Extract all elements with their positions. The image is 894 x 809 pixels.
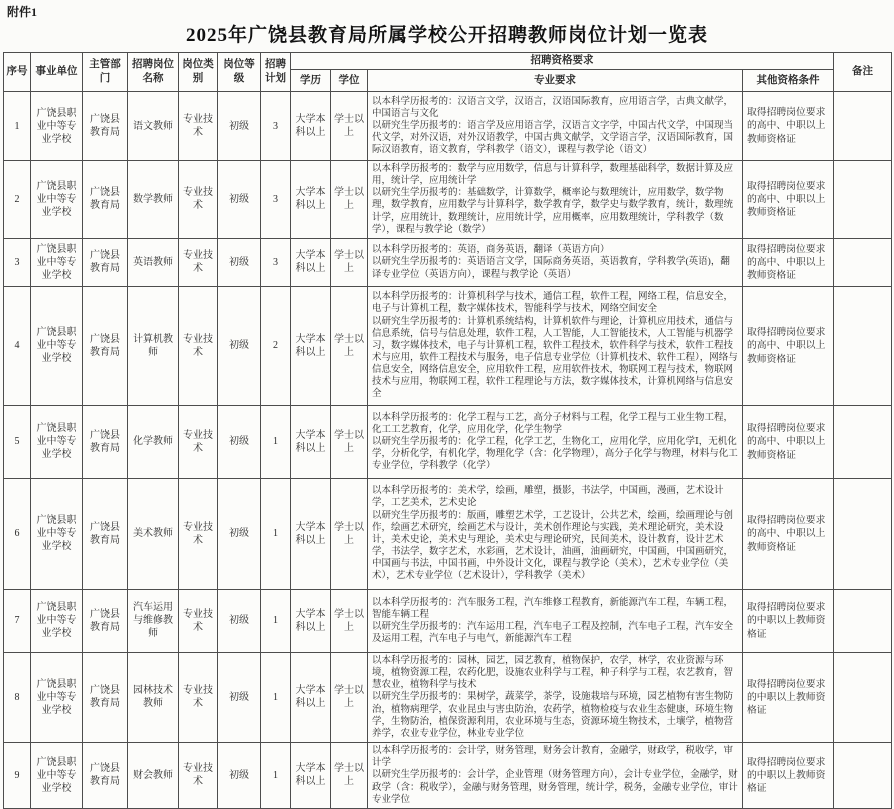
cell-education: 大学本科以上: [291, 589, 331, 652]
cell-no: 9: [4, 743, 31, 809]
cell-other-qualifications: 取得招聘岗位要求的高中、中职以上教师资格证: [743, 161, 834, 239]
cell-remark: [834, 238, 892, 286]
page-title: 2025年广饶县教育局所属学校公开招聘教师岗位计划一览表: [185, 25, 708, 46]
cell-plan: 1: [261, 743, 291, 809]
cell-other-qualifications: 取得招聘岗位要求的高中、中职以上教师资格证: [743, 405, 834, 478]
header-remark: 备注: [834, 53, 892, 92]
cell-no: 2: [4, 161, 31, 239]
cell-education: 大学本科以上: [291, 92, 331, 161]
header-education: 学历: [291, 70, 331, 92]
cell-no: 1: [4, 92, 31, 161]
cell-other-qualifications: 取得招聘岗位要求的中职以上教师资格证: [743, 589, 834, 652]
major-requirement-line: 以本科学历报考的：英语，商务英语，翻译（英语方向）: [372, 245, 610, 256]
header-category: 岗位类别: [179, 53, 218, 92]
cell-dept: 广饶县教育局: [83, 743, 128, 809]
table-row: [4, 589, 892, 652]
cell-remark: [834, 478, 892, 589]
header-plan: 招聘计划: [261, 53, 291, 92]
cell-degree: 学士以上: [331, 589, 368, 652]
table-row: [4, 286, 892, 405]
header-dept: 主管部门: [83, 53, 128, 92]
table-row: [4, 652, 892, 742]
cell-unit: 广饶县职业中等专业学校: [31, 286, 83, 405]
cell-position: 化学教师: [128, 405, 179, 478]
cell-remark: [834, 405, 892, 478]
cell-plan: 1: [261, 652, 291, 742]
cell-education: 大学本科以上: [291, 286, 331, 405]
cell-level: 初级: [218, 589, 261, 652]
cell-plan: 1: [261, 478, 291, 589]
major-requirement-line: 以本科学历报考的：汽车服务工程，汽车维修工程教育，新能源汽车工程，车辆工程，智能车辆工程: [372, 597, 734, 620]
cell-degree: 学士以上: [331, 652, 368, 742]
cell-education: 大学本科以上: [291, 238, 331, 286]
cell-remark: [834, 286, 892, 405]
header-qualification-group: 招聘资格要求: [291, 53, 834, 70]
major-requirement-line: 以研究生学历报考的：计算机系统结构，计算机软件与理论，计算机应用技术，通信与信息系统，信号与信息处理，软件工程，人工智能，人工智能技术，人工智能与机器学习，数字媒体技术，电子与计算机工程，软件工程技术，软件科学与技术，软件工程技术与应用，软件工程技术与服务，电子信息专业学位（计算机技术、软件工程），网络与信息安全，网络信息安全，应用软件工程，应用软件技术，物联网工程与技术，物联网技术与应用，物联网工程，软件工程理论与方法，数字媒体技术，计算机网络与信息安全: [372, 316, 738, 400]
cell-degree: 学士以上: [331, 161, 368, 239]
cell-category: 专业技术: [179, 478, 218, 589]
header-level: 岗位等级: [218, 53, 261, 92]
cell-remark: [834, 743, 892, 809]
cell-level: 初级: [218, 405, 261, 478]
cell-major-requirements: [368, 743, 743, 809]
major-requirement-line: 以本科学历报考的：园林，园艺，园艺教育，植物保护，农学，林学，农业资源与环境，植物资源工程，农药化肥，设施农业科学与工程，种子科学与工程，农艺教育，智慧农业，植物科学与技术: [372, 655, 734, 691]
major-requirement-line: 以本科学历报考的：会计学，财务管理，财务会计教育，金融学，财政学，税收学，审计学: [372, 746, 734, 769]
cell-no: 7: [4, 589, 31, 652]
cell-category: 专业技术: [179, 405, 218, 478]
cell-category: 专业技术: [179, 238, 218, 286]
cell-other-qualifications: 取得招聘岗位要求的高中、中职以上教师资格证: [743, 92, 834, 161]
major-requirement-line: 以本科学历报考的：汉语言文学，汉语言，汉语国际教育，应用语言学，古典文献学，中国语言与文化: [372, 96, 734, 119]
cell-category: 专业技术: [179, 161, 218, 239]
major-requirement-line: 以本科学历报考的：计算机科学与技术，通信工程，软件工程，网络工程，信息安全，电子与计算机工程，数字媒体技术，智能科学与技术，网络空间安全: [372, 292, 734, 315]
cell-unit: 广饶县职业中等专业学校: [31, 652, 83, 742]
cell-dept: 广饶县教育局: [83, 478, 128, 589]
cell-dept: 广饶县教育局: [83, 405, 128, 478]
cell-category: 专业技术: [179, 589, 218, 652]
cell-unit: 广饶县职业中等专业学校: [31, 92, 83, 161]
table-row: [4, 238, 892, 286]
cell-dept: 广饶县教育局: [83, 652, 128, 742]
cell-dept: 广饶县教育局: [83, 286, 128, 405]
cell-education: 大学本科以上: [291, 405, 331, 478]
header-other: 其他资格条件: [743, 70, 834, 92]
cell-no: 3: [4, 238, 31, 286]
cell-degree: 学士以上: [331, 743, 368, 809]
cell-category: 专业技术: [179, 743, 218, 809]
cell-level: 初级: [218, 92, 261, 161]
cell-remark: [834, 92, 892, 161]
cell-position: 美术教师: [128, 478, 179, 589]
cell-education: 大学本科以上: [291, 478, 331, 589]
cell-category: 专业技术: [179, 92, 218, 161]
major-requirement-line: 以研究生学历报考的：果树学，蔬菜学，茶学，设施栽培与环境，园艺植物有害生物防治，植物病理学，农业昆虫与害虫防治，农药学，植物检疫与农业生态健康，环境生物学，生物防治，植保资源利用，农业环境与生态，资源环境生物技术，土壤学，植物营养学，农业专业学位，林业专业学位: [372, 692, 734, 739]
cell-plan: 3: [261, 161, 291, 239]
cell-no: 6: [4, 478, 31, 589]
header-no: 序号: [4, 53, 31, 92]
cell-major-requirements: [368, 589, 743, 652]
cell-unit: 广饶县职业中等专业学校: [31, 238, 83, 286]
cell-remark: [834, 652, 892, 742]
cell-plan: 1: [261, 589, 291, 652]
cell-level: 初级: [218, 238, 261, 286]
cell-remark: [834, 161, 892, 239]
cell-position: 数学教师: [128, 161, 179, 239]
cell-category: 专业技术: [179, 286, 218, 405]
cell-major-requirements: [368, 238, 743, 286]
table-row: [4, 743, 892, 809]
recruitment-table: [3, 52, 892, 809]
cell-degree: 学士以上: [331, 238, 368, 286]
cell-degree: 学士以上: [331, 405, 368, 478]
cell-dept: 广饶县教育局: [83, 161, 128, 239]
cell-dept: 广饶县教育局: [83, 589, 128, 652]
header-major: 专业要求: [368, 70, 743, 92]
cell-education: 大学本科以上: [291, 743, 331, 809]
cell-other-qualifications: 取得招聘岗位要求的高中、中职以上教师资格证: [743, 286, 834, 405]
cell-plan: 2: [261, 286, 291, 405]
header-degree: 学位: [331, 70, 368, 92]
table-body: [4, 92, 892, 809]
cell-dept: 广饶县教育局: [83, 238, 128, 286]
cell-unit: 广饶县职业中等专业学校: [31, 405, 83, 478]
cell-plan: 3: [261, 92, 291, 161]
table-header: [4, 53, 892, 92]
cell-other-qualifications: 取得招聘岗位要求的中职以上教师资格证: [743, 652, 834, 742]
cell-unit: 广饶县职业中等专业学校: [31, 478, 83, 589]
cell-other-qualifications: 取得招聘岗位要求的高中、中职以上教师资格证: [743, 238, 834, 286]
cell-degree: 学士以上: [331, 92, 368, 161]
major-requirement-line: 以本科学历报考的：美术学，绘画，雕塑，摄影，书法学，中国画，漫画，艺术设计学，工艺美术，艺术史论: [372, 486, 724, 509]
cell-education: 大学本科以上: [291, 161, 331, 239]
major-requirement-line: 以本科学历报考的：数学与应用数学，信息与计算科学，数理基础科学，数据计算及应用，统计学，应用统计学: [372, 164, 734, 187]
cell-plan: 3: [261, 238, 291, 286]
major-requirement-line: 以研究生学历报考的：英语语言文学，国际商务英语，英语教育，学科教学(英语)，翻译专业学位（英语方向），课程与教学论（英语）: [372, 257, 730, 280]
cell-position: 计算机教师: [128, 286, 179, 405]
major-requirement-line: 以研究生学历报考的：基础数学，计算数学，概率论与数理统计，应用数学，数学物理，数学教育，应用数学与计算科学，数学教育学，数学史与数学教育，统计，数理统计学，应用统计，数理统计，应用统计学，应用概率，应用数理统计，学科教学（数学），课程与教学论（数学）: [372, 188, 734, 235]
cell-education: 大学本科以上: [291, 652, 331, 742]
major-requirement-line: 以研究生学历报考的：汽车运用工程，汽车电子工程及控制，汽车电子工程，汽车安全及运用工程，汽车电子与电气，新能源汽车工程: [372, 621, 734, 645]
cell-major-requirements: [368, 405, 743, 478]
attachment-label: 附件1: [7, 5, 38, 19]
header-position: 招聘岗位名称: [128, 53, 179, 92]
cell-remark: [834, 589, 892, 652]
cell-unit: 广饶县职业中等专业学校: [31, 161, 83, 239]
cell-no: 8: [4, 652, 31, 742]
cell-category: 专业技术: [179, 652, 218, 742]
cell-position: 英语教师: [128, 238, 179, 286]
cell-major-requirements: [368, 161, 743, 239]
table-row: [4, 161, 892, 239]
cell-dept: 广饶县教育局: [83, 92, 128, 161]
cell-no: 4: [4, 286, 31, 405]
cell-level: 初级: [218, 286, 261, 405]
table-row: [4, 405, 892, 478]
major-requirement-line: 以研究生学历报考的：语言学及应用语言学，汉语言文字学，中国古代文学，中国现当代文学，对外汉语，对外汉语教学，中国古典文献学，文学语言学，汉语国际教育，国际汉语教育，语文教育，学科教学（语文），课程与教学论（语文）: [372, 120, 734, 156]
cell-position: 财会教师: [128, 743, 179, 809]
cell-position: 汽车运用与维修教师: [128, 589, 179, 652]
cell-other-qualifications: 取得招聘岗位要求的中职以上教师资格证: [743, 743, 834, 809]
cell-degree: 学士以上: [331, 286, 368, 405]
cell-position: 园林技术教师: [128, 652, 179, 742]
table-row: [4, 92, 892, 161]
cell-major-requirements: [368, 478, 743, 589]
table-row: [4, 478, 892, 589]
major-requirement-line: 以研究生学历报考的：化学工程，化学工艺，生物化工，应用化学，应用化学Ⅰ，无机化学，分析化学，有机化学，物理化学（含：化学物理），高分子化学与物理，材料与化工专业学位，学科教学（化学）: [372, 436, 738, 472]
cell-level: 初级: [218, 743, 261, 809]
cell-major-requirements: [368, 652, 743, 742]
cell-level: 初级: [218, 161, 261, 239]
cell-position: 语文教师: [128, 92, 179, 161]
cell-level: 初级: [218, 652, 261, 742]
cell-degree: 学士以上: [331, 478, 368, 589]
header-unit: 事业单位: [31, 53, 83, 92]
major-requirement-line: 以本科学历报考的：化学工程与工艺，高分子材料与工程，化学工程与工业生物工程，化工工艺教育，化学，应用化学，化学生物学: [372, 412, 734, 435]
cell-level: 初级: [218, 478, 261, 589]
cell-unit: 广饶县职业中等专业学校: [31, 743, 83, 809]
cell-no: 5: [4, 405, 31, 478]
cell-plan: 1: [261, 405, 291, 478]
cell-major-requirements: [368, 286, 743, 405]
cell-other-qualifications: 取得招聘岗位要求的高中、中职以上教师资格证: [743, 478, 834, 589]
cell-unit: 广饶县职业中等专业学校: [31, 589, 83, 652]
major-requirement-line: 以研究生学历报考的：会计学，企业管理（财务管理方向），会计专业学位，金融学，财政学（含：税收学），金融与财务管理，财务管理，统计学，税务，金融专业学位，审计专业学位: [372, 770, 738, 805]
major-requirement-line: 以研究生学历报考的：版画，雕塑艺术学，工艺设计，公共艺术，绘画，绘画理论与创作，绘画艺术研究，绘画艺术与设计，美术创作理论与实践，美术理论研究，美术设计，美术史论，美术史与理论，美术史与理论研究，民间美术，设计教育，设计艺术学，书法学，数字艺术，水彩画，艺术设计，油画，油画研究，中国画，中国画研究，中国画与书法，中国书画，中外设计文化，课程与教学论（美术），艺术专业学位（美术），艺术专业学位（艺术设计），学科教学（美术）: [372, 510, 734, 582]
cell-major-requirements: [368, 92, 743, 161]
